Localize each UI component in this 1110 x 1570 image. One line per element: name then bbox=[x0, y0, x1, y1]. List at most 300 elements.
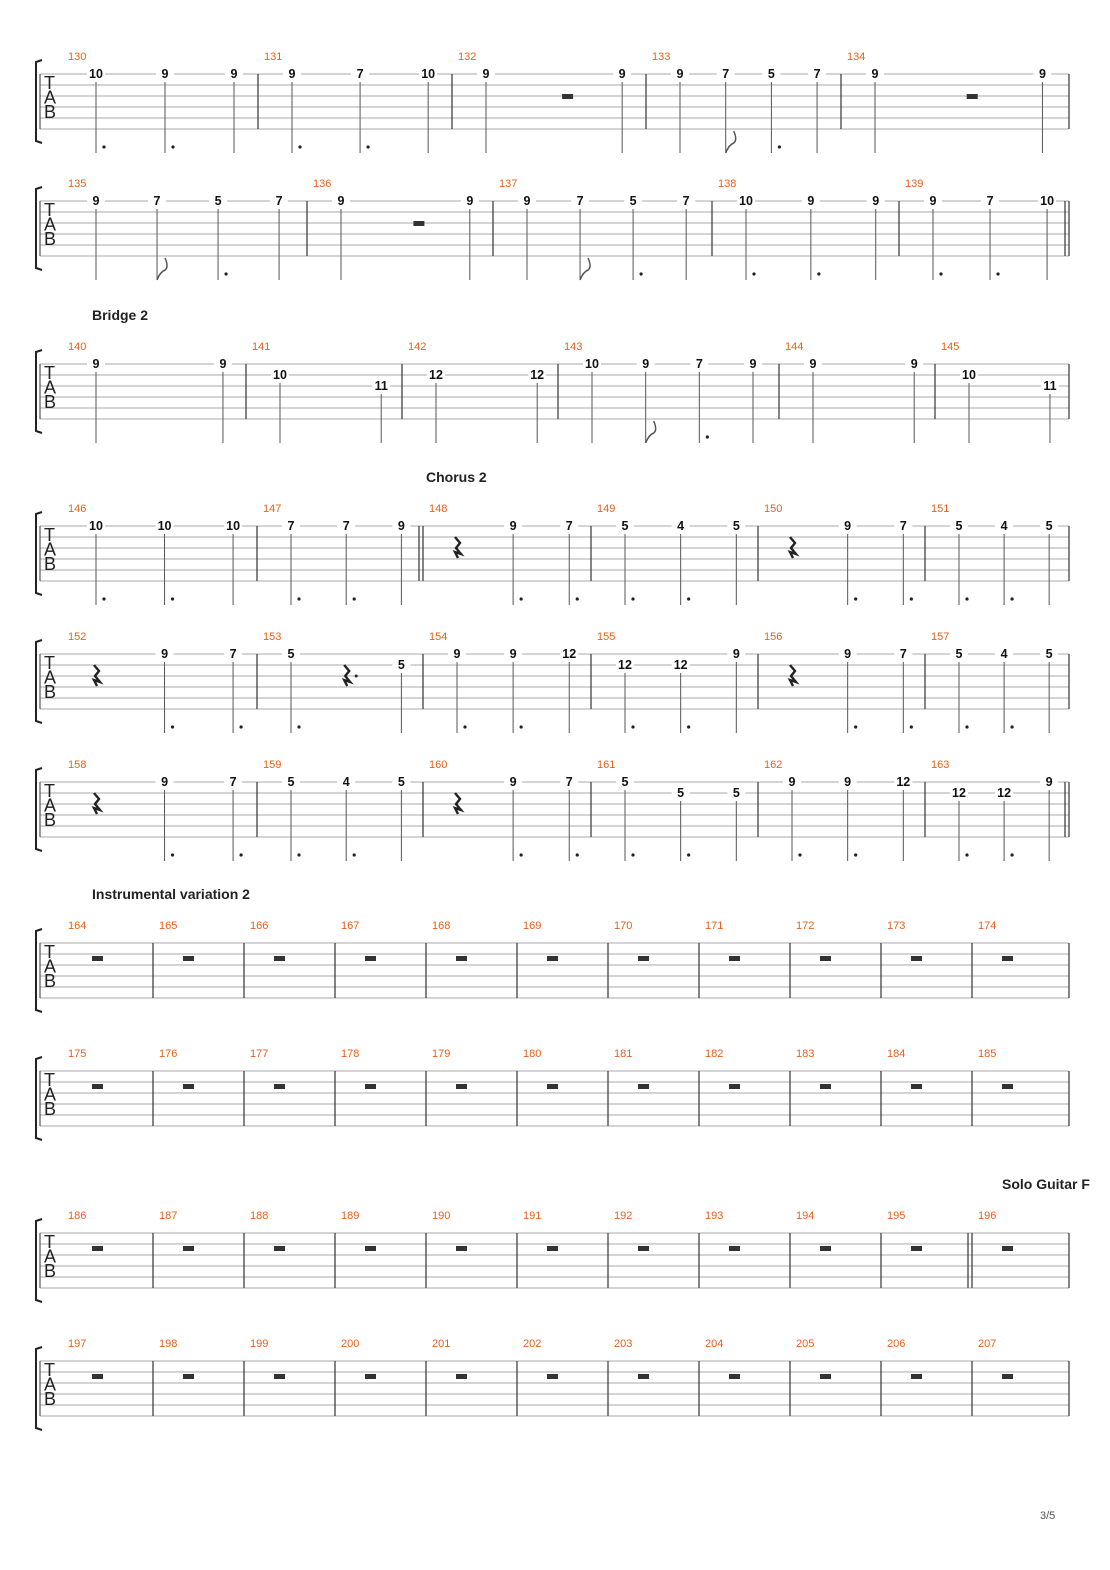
fret-number: 10 bbox=[89, 67, 103, 81]
fret-number: 9 bbox=[230, 67, 238, 81]
whole-rest bbox=[92, 956, 103, 961]
whole-rest bbox=[547, 956, 558, 961]
fret-number: 5 bbox=[621, 519, 629, 533]
section-label: Bridge 2 bbox=[92, 307, 149, 323]
fret-number: 9 bbox=[337, 194, 345, 208]
tab-system bbox=[36, 178, 1069, 280]
rhythm-dot bbox=[631, 853, 634, 856]
whole-rest bbox=[638, 1084, 649, 1089]
rhythm-dot bbox=[854, 597, 857, 600]
bar-number: 185 bbox=[978, 1048, 997, 1060]
fret-number: 5 bbox=[629, 194, 637, 208]
fret-number: 9 bbox=[910, 357, 918, 371]
tab-clef-letter: A bbox=[44, 956, 57, 977]
tab-clef-letter: B bbox=[44, 102, 57, 122]
fret-number: 9 bbox=[844, 647, 852, 661]
fret-number: 5 bbox=[1045, 519, 1053, 533]
fret-number: 10 bbox=[226, 519, 241, 533]
fret-number: 12 bbox=[562, 647, 577, 661]
bar-number: 139 bbox=[905, 178, 924, 190]
note-flag bbox=[646, 421, 656, 443]
tab-clef-letter: T bbox=[44, 1070, 55, 1090]
fret-number: 5 bbox=[287, 775, 295, 789]
bar-number: 165 bbox=[159, 920, 178, 932]
page-number: 3/5 bbox=[1040, 1510, 1056, 1522]
rhythm-dot bbox=[171, 853, 174, 856]
tab-clef-letter: T bbox=[44, 1232, 55, 1252]
fret-number: 12 bbox=[530, 368, 545, 382]
fret-number: 7 bbox=[275, 194, 283, 208]
half-rest bbox=[967, 94, 978, 99]
whole-rest bbox=[911, 1084, 922, 1089]
fret-number: 5 bbox=[955, 647, 963, 661]
whole-rest bbox=[729, 1374, 740, 1379]
tab-system bbox=[36, 307, 1069, 443]
bar-number: 167 bbox=[341, 920, 360, 932]
bar-number: 198 bbox=[159, 1338, 178, 1350]
tab-clef-letter: A bbox=[44, 667, 57, 688]
bar-number: 155 bbox=[597, 631, 616, 643]
bar-number: 132 bbox=[458, 51, 477, 63]
fret-number: 9 bbox=[92, 194, 100, 208]
rhythm-dot bbox=[102, 597, 105, 600]
bar-number: 202 bbox=[523, 1338, 542, 1350]
bar-number: 153 bbox=[263, 631, 282, 643]
fret-number: 5 bbox=[397, 775, 405, 789]
fret-number: 11 bbox=[1043, 379, 1057, 393]
fret-number: 9 bbox=[523, 194, 531, 208]
tab-clef-letter: B bbox=[44, 1389, 57, 1409]
half-rest bbox=[562, 94, 573, 99]
fret-number: 9 bbox=[618, 67, 626, 81]
fret-number: 12 bbox=[952, 786, 966, 800]
system-bracket bbox=[36, 640, 42, 723]
system-bracket bbox=[36, 768, 42, 851]
rhythm-dot bbox=[752, 272, 755, 275]
bar-number: 194 bbox=[796, 1210, 815, 1222]
rhythm-dot bbox=[224, 272, 227, 275]
bar-number: 169 bbox=[523, 920, 542, 932]
bar-number: 179 bbox=[432, 1048, 451, 1060]
fret-number: 9 bbox=[92, 357, 100, 371]
section-label: Instrumental variation 2 bbox=[92, 886, 250, 902]
rhythm-dot bbox=[778, 145, 781, 148]
whole-rest bbox=[729, 1246, 740, 1251]
section-label: Solo Guitar F bbox=[1002, 1176, 1090, 1192]
whole-rest bbox=[911, 1246, 922, 1251]
tab-clef-letter: B bbox=[44, 392, 57, 412]
fret-number: 9 bbox=[482, 67, 490, 81]
whole-rest bbox=[92, 1084, 103, 1089]
bar-number: 174 bbox=[978, 920, 997, 932]
fret-number: 9 bbox=[288, 67, 296, 81]
tab-clef-letter: A bbox=[44, 377, 57, 398]
whole-rest bbox=[92, 1374, 103, 1379]
half-rest bbox=[413, 221, 424, 226]
fret-number: 12 bbox=[997, 786, 1012, 800]
fret-number: 9 bbox=[397, 519, 405, 533]
bar-number: 190 bbox=[432, 1210, 451, 1222]
bar-number: 200 bbox=[341, 1338, 360, 1350]
whole-rest bbox=[183, 956, 194, 961]
bar-number: 142 bbox=[408, 341, 427, 353]
whole-rest bbox=[638, 956, 649, 961]
fret-number: 7 bbox=[899, 647, 907, 661]
fret-number: 9 bbox=[929, 194, 937, 208]
whole-rest bbox=[183, 1084, 194, 1089]
rhythm-dot bbox=[102, 145, 105, 148]
fret-number: 9 bbox=[844, 519, 852, 533]
fret-number: 7 bbox=[986, 194, 994, 208]
rhythm-dot bbox=[366, 145, 369, 148]
tab-system bbox=[36, 51, 1069, 153]
rhythm-dot bbox=[171, 145, 174, 148]
fret-number: 9 bbox=[788, 775, 796, 789]
tab-clef-letter: A bbox=[44, 214, 57, 235]
rhythm-dot bbox=[965, 597, 968, 600]
bar-number: 206 bbox=[887, 1338, 906, 1350]
bar-number: 176 bbox=[159, 1048, 178, 1060]
fret-number: 5 bbox=[732, 786, 740, 800]
rhythm-dot bbox=[520, 725, 523, 728]
bar-number: 130 bbox=[68, 51, 87, 63]
bar-number: 195 bbox=[887, 1210, 906, 1222]
fret-number: 10 bbox=[585, 357, 599, 371]
system-bracket bbox=[36, 1057, 42, 1140]
rhythm-dot bbox=[706, 435, 709, 438]
whole-rest bbox=[820, 956, 831, 961]
bar-number: 148 bbox=[429, 503, 448, 515]
rhythm-dot bbox=[798, 853, 801, 856]
tab-clef-letter: B bbox=[44, 554, 57, 574]
fret-number: 10 bbox=[739, 194, 753, 208]
rhythm-dot bbox=[965, 725, 968, 728]
rhythm-dot bbox=[1010, 853, 1013, 856]
fret-number: 4 bbox=[342, 775, 350, 789]
rhythm-dot bbox=[687, 853, 690, 856]
tab-clef-letter: B bbox=[44, 229, 57, 249]
bar-number: 199 bbox=[250, 1338, 269, 1350]
bar-number: 136 bbox=[313, 178, 332, 190]
rhythm-dot bbox=[1010, 725, 1013, 728]
fret-number: 9 bbox=[642, 357, 650, 371]
whole-rest bbox=[274, 1374, 285, 1379]
rhythm-dot bbox=[910, 597, 913, 600]
tab-system bbox=[36, 886, 1069, 1012]
fret-number: 7 bbox=[356, 67, 364, 81]
tab-clef-letter: T bbox=[44, 653, 55, 673]
bar-number: 134 bbox=[847, 51, 866, 63]
whole-rest bbox=[274, 1084, 285, 1089]
section-label: Chorus 2 bbox=[426, 469, 487, 485]
rhythm-dot bbox=[631, 597, 634, 600]
tab-clef-letter: A bbox=[44, 1374, 57, 1395]
whole-rest bbox=[1002, 1084, 1013, 1089]
fret-number: 7 bbox=[229, 647, 237, 661]
bar-number: 161 bbox=[597, 759, 616, 771]
fret-number: 9 bbox=[1045, 775, 1053, 789]
whole-rest bbox=[274, 1246, 285, 1251]
fret-number: 7 bbox=[682, 194, 690, 208]
whole-rest bbox=[456, 1246, 467, 1251]
fret-number: 7 bbox=[722, 67, 730, 81]
bar-number: 182 bbox=[705, 1048, 724, 1060]
rhythm-dot bbox=[353, 597, 356, 600]
whole-rest bbox=[547, 1374, 558, 1379]
fret-number: 10 bbox=[421, 67, 436, 81]
fret-number: 12 bbox=[618, 658, 632, 672]
bar-number: 140 bbox=[68, 341, 87, 353]
tab-clef-letter: A bbox=[44, 539, 57, 560]
bar-number: 160 bbox=[429, 759, 448, 771]
system-bracket bbox=[36, 512, 42, 595]
fret-number: 7 bbox=[229, 775, 237, 789]
bar-number: 205 bbox=[796, 1338, 815, 1350]
rhythm-dot bbox=[687, 725, 690, 728]
whole-rest bbox=[1002, 956, 1013, 961]
bar-number: 170 bbox=[614, 920, 633, 932]
fret-number: 7 bbox=[813, 67, 821, 81]
fret-number: 7 bbox=[342, 519, 350, 533]
rhythm-dot bbox=[520, 597, 523, 600]
bar-number: 180 bbox=[523, 1048, 542, 1060]
fret-number: 9 bbox=[161, 647, 169, 661]
tab-clef-letter: T bbox=[44, 781, 55, 801]
fret-number: 9 bbox=[509, 775, 517, 789]
fret-number: 9 bbox=[219, 357, 227, 371]
fret-number: 9 bbox=[809, 357, 817, 371]
tab-clef-letter: A bbox=[44, 1246, 57, 1267]
bar-number: 171 bbox=[705, 920, 724, 932]
bar-number: 184 bbox=[887, 1048, 906, 1060]
fret-number: 9 bbox=[453, 647, 461, 661]
tab-clef-letter: T bbox=[44, 73, 55, 93]
bar-number: 175 bbox=[68, 1048, 87, 1060]
tab-clef-letter: B bbox=[44, 1261, 57, 1281]
tab-system bbox=[36, 1048, 1069, 1140]
bar-number: 156 bbox=[764, 631, 783, 643]
whole-rest bbox=[638, 1374, 649, 1379]
whole-rest bbox=[365, 1246, 376, 1251]
fret-number: 5 bbox=[397, 658, 405, 672]
tab-clef-letter: A bbox=[44, 795, 57, 816]
bar-number: 133 bbox=[652, 51, 671, 63]
fret-number: 9 bbox=[844, 775, 852, 789]
fret-number: 9 bbox=[1038, 67, 1046, 81]
system-bracket bbox=[36, 60, 42, 143]
whole-rest bbox=[183, 1246, 194, 1251]
tab-system bbox=[36, 759, 1069, 861]
bar-number: 144 bbox=[785, 341, 804, 353]
fret-number: 12 bbox=[896, 775, 911, 789]
bar-number: 154 bbox=[429, 631, 448, 643]
fret-number: 7 bbox=[153, 194, 161, 208]
tab-clef-letter: A bbox=[44, 1084, 57, 1105]
rhythm-dot bbox=[239, 853, 242, 856]
bar-number: 172 bbox=[796, 920, 815, 932]
fret-number: 9 bbox=[509, 519, 517, 533]
rhythm-dot bbox=[910, 725, 913, 728]
rhythm-dot bbox=[298, 145, 301, 148]
bar-number: 207 bbox=[978, 1338, 997, 1350]
tab-system bbox=[36, 1338, 1069, 1430]
bar-number: 197 bbox=[68, 1338, 87, 1350]
whole-rest bbox=[729, 956, 740, 961]
tab-clef-letter: T bbox=[44, 525, 55, 545]
tab-clef-letter: T bbox=[44, 200, 55, 220]
system-bracket bbox=[36, 1347, 42, 1430]
tab-clef-letter: B bbox=[44, 1099, 57, 1119]
tab-clef-letter: T bbox=[44, 1360, 55, 1380]
whole-rest bbox=[456, 1084, 467, 1089]
rhythm-dot bbox=[297, 853, 300, 856]
bar-number: 173 bbox=[887, 920, 906, 932]
bar-number: 192 bbox=[614, 1210, 633, 1222]
whole-rest bbox=[911, 956, 922, 961]
rhythm-dot bbox=[817, 272, 820, 275]
fret-number: 10 bbox=[1040, 194, 1055, 208]
fret-number: 4 bbox=[1000, 519, 1008, 533]
fret-number: 7 bbox=[899, 519, 907, 533]
bar-number: 178 bbox=[341, 1048, 360, 1060]
rhythm-dot bbox=[965, 853, 968, 856]
bar-number: 193 bbox=[705, 1210, 724, 1222]
bar-number: 168 bbox=[432, 920, 451, 932]
fret-number: 10 bbox=[273, 368, 287, 382]
bar-number: 162 bbox=[764, 759, 783, 771]
fret-number: 5 bbox=[955, 519, 963, 533]
rhythm-dot bbox=[355, 675, 358, 678]
rhythm-dot bbox=[171, 597, 174, 600]
rhythm-dot bbox=[239, 725, 242, 728]
tab-clef-letter: A bbox=[44, 87, 57, 108]
fret-number: 5 bbox=[214, 194, 222, 208]
whole-rest bbox=[911, 1374, 922, 1379]
tab-system bbox=[36, 1176, 1090, 1302]
bar-number: 138 bbox=[718, 178, 737, 190]
fret-number: 11 bbox=[374, 379, 388, 393]
bar-number: 189 bbox=[341, 1210, 360, 1222]
fret-number: 12 bbox=[429, 368, 443, 382]
fret-number: 5 bbox=[767, 67, 775, 81]
note-flag bbox=[157, 258, 167, 280]
fret-number: 4 bbox=[1000, 647, 1008, 661]
note-flag bbox=[726, 131, 736, 153]
rhythm-dot bbox=[576, 597, 579, 600]
bar-number: 201 bbox=[432, 1338, 451, 1350]
bar-number: 177 bbox=[250, 1048, 269, 1060]
fret-number: 9 bbox=[466, 194, 474, 208]
rhythm-dot bbox=[576, 853, 579, 856]
bar-number: 196 bbox=[978, 1210, 997, 1222]
bar-number: 163 bbox=[931, 759, 950, 771]
rhythm-dot bbox=[996, 272, 999, 275]
tab-system bbox=[36, 469, 1069, 605]
whole-rest bbox=[365, 956, 376, 961]
rhythm-dot bbox=[520, 853, 523, 856]
bar-number: 145 bbox=[941, 341, 960, 353]
bar-number: 135 bbox=[68, 178, 87, 190]
whole-rest bbox=[1002, 1246, 1013, 1251]
fret-number: 10 bbox=[89, 519, 103, 533]
bar-number: 181 bbox=[614, 1048, 633, 1060]
fret-number: 4 bbox=[677, 519, 685, 533]
fret-number: 9 bbox=[871, 67, 879, 81]
fret-number: 10 bbox=[157, 519, 172, 533]
rhythm-dot bbox=[1010, 597, 1013, 600]
bar-number: 164 bbox=[68, 920, 87, 932]
fret-number: 7 bbox=[565, 775, 573, 789]
fret-number: 7 bbox=[287, 519, 295, 533]
whole-rest bbox=[183, 1374, 194, 1379]
fret-number: 9 bbox=[872, 194, 880, 208]
tab-clef-letter: T bbox=[44, 363, 55, 383]
bar-number: 149 bbox=[597, 503, 616, 515]
whole-rest bbox=[820, 1374, 831, 1379]
tab-system bbox=[36, 631, 1069, 733]
bar-number: 137 bbox=[499, 178, 518, 190]
bar-number: 150 bbox=[764, 503, 783, 515]
whole-rest bbox=[820, 1246, 831, 1251]
fret-number: 9 bbox=[161, 67, 169, 81]
fret-number: 7 bbox=[565, 519, 573, 533]
fret-number: 9 bbox=[676, 67, 684, 81]
bar-number: 187 bbox=[159, 1210, 178, 1222]
whole-rest bbox=[365, 1374, 376, 1379]
whole-rest bbox=[92, 1246, 103, 1251]
tab-clef-letter: B bbox=[44, 682, 57, 702]
system-bracket bbox=[36, 1219, 42, 1302]
whole-rest bbox=[274, 956, 285, 961]
bar-number: 183 bbox=[796, 1048, 815, 1060]
bar-number: 141 bbox=[252, 341, 271, 353]
bar-number: 151 bbox=[931, 503, 950, 515]
fret-number: 5 bbox=[287, 647, 295, 661]
fret-number: 5 bbox=[677, 786, 685, 800]
whole-rest bbox=[729, 1084, 740, 1089]
tab-clef-letter: T bbox=[44, 942, 55, 962]
whole-rest bbox=[456, 1374, 467, 1379]
whole-rest bbox=[820, 1084, 831, 1089]
rhythm-dot bbox=[640, 272, 643, 275]
rhythm-dot bbox=[171, 725, 174, 728]
bar-number: 143 bbox=[564, 341, 583, 353]
fret-number: 9 bbox=[732, 647, 740, 661]
bar-number: 158 bbox=[68, 759, 87, 771]
rhythm-dot bbox=[297, 597, 300, 600]
tab-clef-letter: B bbox=[44, 810, 57, 830]
bar-number: 186 bbox=[68, 1210, 87, 1222]
rhythm-dot bbox=[687, 597, 690, 600]
whole-rest bbox=[456, 956, 467, 961]
whole-rest bbox=[638, 1246, 649, 1251]
fret-number: 7 bbox=[576, 194, 584, 208]
whole-rest bbox=[547, 1084, 558, 1089]
fret-number: 9 bbox=[509, 647, 517, 661]
bar-number: 204 bbox=[705, 1338, 724, 1350]
system-bracket bbox=[36, 187, 42, 270]
fret-number: 9 bbox=[749, 357, 757, 371]
rhythm-dot bbox=[854, 853, 857, 856]
fret-number: 5 bbox=[732, 519, 740, 533]
whole-rest bbox=[1002, 1374, 1013, 1379]
fret-number: 12 bbox=[673, 658, 688, 672]
fret-number: 10 bbox=[962, 368, 976, 382]
rhythm-dot bbox=[631, 725, 634, 728]
fret-number: 5 bbox=[621, 775, 629, 789]
whole-rest bbox=[547, 1246, 558, 1251]
bar-number: 146 bbox=[68, 503, 87, 515]
